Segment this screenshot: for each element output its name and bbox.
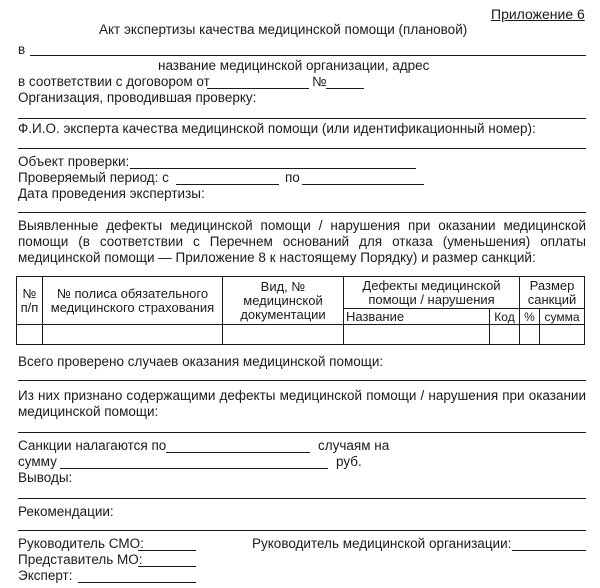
col-policy-header: № полиса обязательного медицинского страхования xyxy=(43,277,223,325)
cases-label: случаям на xyxy=(318,438,390,453)
conclusions-label: Выводы: xyxy=(18,470,73,485)
smo-head-signature-line[interactable] xyxy=(138,550,196,551)
defects-intro: Выявленные дефекты медицинской помощи / нарушения при оказании медицинской помощи (в соответствии с Перечнем оснований для отказа (уменьшения) оплаты медицинской помощи — Приложение 8 к настоящему Порядку) и размер санкций: xyxy=(18,218,586,265)
sanctions-label: Санкции налагаются по xyxy=(18,438,167,453)
cell-percent[interactable] xyxy=(520,325,540,345)
object-line[interactable] xyxy=(130,168,416,169)
period-from-line[interactable] xyxy=(176,184,279,185)
recommendations-label: Рекомендации: xyxy=(18,504,114,519)
org-caption: название медицинской организации, адрес xyxy=(158,58,430,73)
recommendations-line[interactable] xyxy=(18,530,586,531)
table-row xyxy=(17,325,585,345)
rub-label: руб. xyxy=(336,454,362,469)
expert-fio-line[interactable] xyxy=(18,148,586,149)
cell-doc[interactable] xyxy=(223,325,344,345)
sub-code-header: Код xyxy=(490,309,520,325)
sub-percent-header: % xyxy=(520,309,540,325)
total-checked-line[interactable] xyxy=(18,380,586,381)
exam-date-label: Дата проведения экспертизы: xyxy=(18,186,205,201)
sub-name-header: Название xyxy=(344,309,490,325)
org-prefix: в xyxy=(18,42,26,57)
found-defects-line[interactable] xyxy=(18,432,586,433)
inspecting-org-label: Организация, проводившая проверку: xyxy=(18,90,257,105)
total-checked-label: Всего проверено случаев оказания медицинской помощи: xyxy=(18,354,384,369)
cell-no[interactable] xyxy=(17,325,43,345)
sanctions-cases-line[interactable] xyxy=(166,452,310,453)
document-title: Акт экспертизы качества медицинской помощи (плановой) xyxy=(99,22,468,37)
contract-label: в соответствии с договором от xyxy=(18,74,210,89)
cell-defect-name[interactable] xyxy=(344,325,490,345)
sum-label: сумму xyxy=(18,454,57,469)
exam-date-line[interactable] xyxy=(18,212,586,213)
found-defects-label: Из них признано содержащими дефекты медицинской помощи / нарушения при оказании медицинской помощи: xyxy=(18,388,586,419)
sum-line[interactable] xyxy=(60,468,328,469)
cell-sum[interactable] xyxy=(540,325,585,345)
col-defects-header: Дефекты медицинской помощи / нарушения xyxy=(344,277,520,309)
period-label: Проверяемый период: с xyxy=(18,170,169,185)
expert-signature-line[interactable] xyxy=(78,582,196,583)
period-to-label: по xyxy=(285,170,300,185)
defects-table xyxy=(16,276,585,345)
smo-head-label: Руководитель СМО: xyxy=(18,536,144,551)
cell-policy[interactable] xyxy=(43,325,223,345)
contract-number-line[interactable] xyxy=(326,88,364,89)
sub-sum-header: сумма xyxy=(540,309,585,325)
expert-label: Эксперт: xyxy=(18,568,73,583)
cell-defect-code[interactable] xyxy=(490,325,520,345)
org-name-line[interactable] xyxy=(30,55,586,56)
contract-date-line[interactable] xyxy=(207,88,309,89)
appendix-label: Приложение 6 xyxy=(491,6,585,22)
mo-rep-signature-line[interactable] xyxy=(138,566,196,567)
mo-rep-label: Представитель МО: xyxy=(18,552,143,567)
org-head-label: Руководитель медицинской организации: xyxy=(252,536,512,551)
period-to-line[interactable] xyxy=(302,184,424,185)
conclusions-line[interactable] xyxy=(18,498,586,499)
col-no-header: № п/п xyxy=(17,277,43,325)
number-sign: № xyxy=(312,74,327,89)
object-label: Объект проверки: xyxy=(18,154,130,169)
inspecting-org-line[interactable] xyxy=(18,118,586,119)
col-doc-header: Вид, № медицинской документации xyxy=(223,277,344,325)
col-sanctions-header: Размер санкций xyxy=(520,277,585,309)
expert-fio-label: Ф.И.О. эксперта качества медицинской помощи (или идентификационный номер): xyxy=(18,121,536,136)
org-head-signature-line[interactable] xyxy=(512,550,586,551)
